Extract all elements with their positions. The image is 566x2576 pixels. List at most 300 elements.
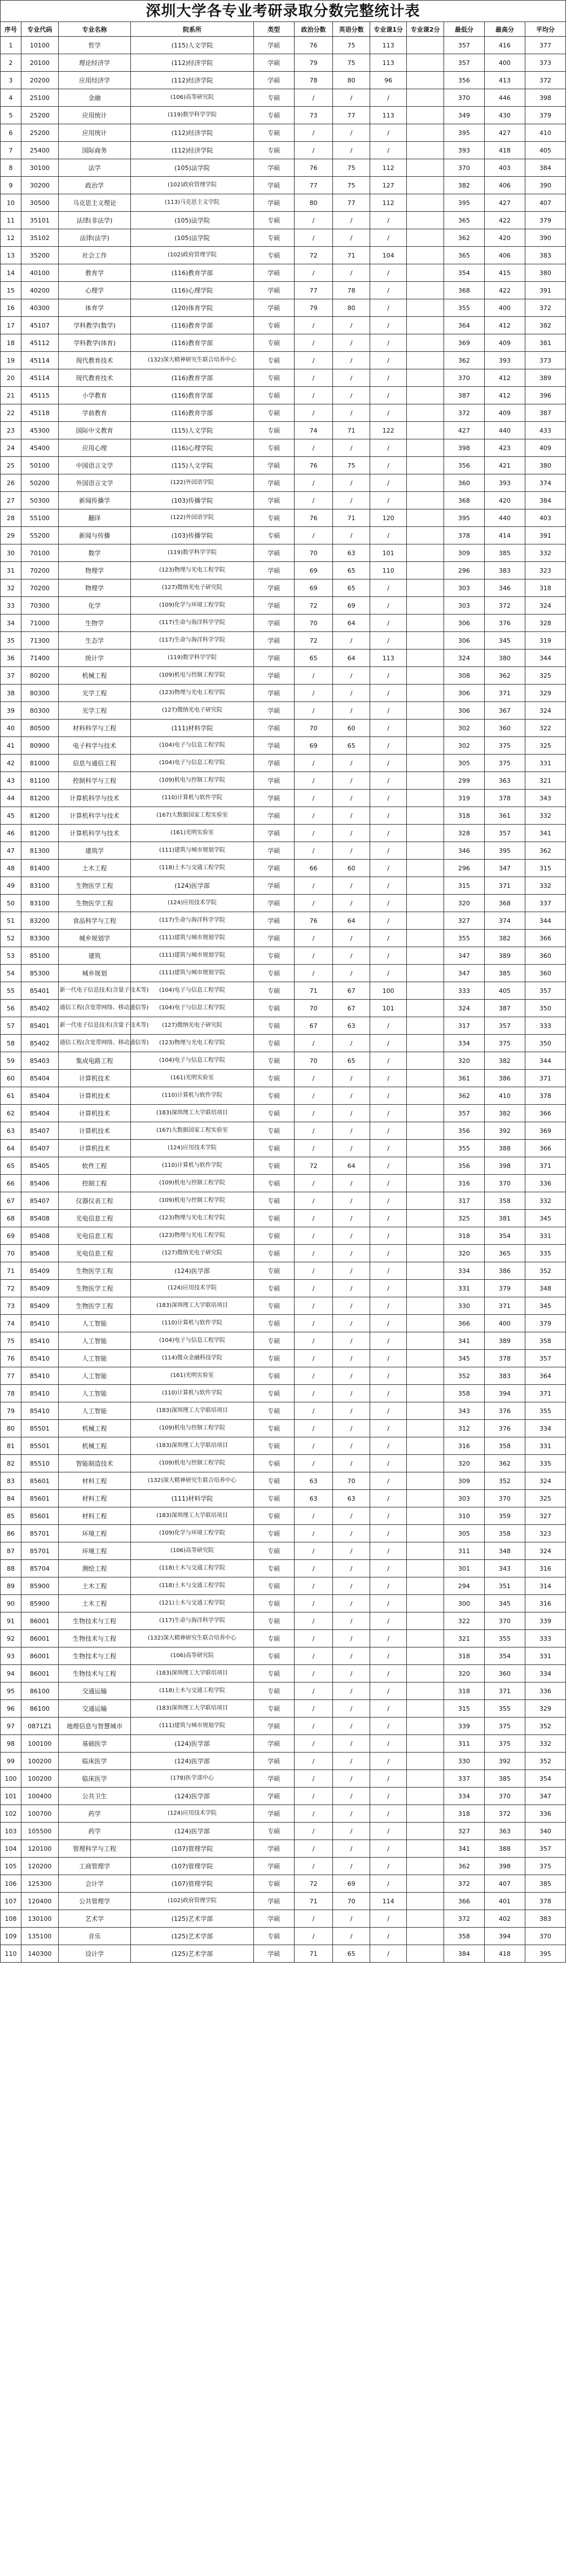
col-avg-cell: 335 [525,1245,565,1262]
col-school-cell: (109)机电与控制工程学院 [131,667,253,685]
col-type-cell: 专硕 [253,1577,294,1595]
col-type-cell: 专硕 [253,1665,294,1683]
col-major-cell: 管理科学与工程 [58,1840,131,1858]
col-min-cell: 334 [444,1262,484,1280]
col-course2-cell [407,1577,444,1595]
col-course2-cell [407,1455,444,1472]
col-major-cell: 学科教学(数学) [58,317,131,334]
table-row [1,1647,566,1665]
col-max-cell: 385 [484,965,525,982]
col-avg-cell: 380 [525,264,565,282]
col-avg-cell: 341 [525,825,565,842]
col-code-cell: 86100 [21,1700,58,1718]
table-row [1,1385,566,1402]
col-code-cell: 50200 [21,474,58,492]
col-course1-cell: / [370,685,406,702]
col-course2-cell [407,807,444,825]
col-major-cell: 计算机科学与技术 [58,807,131,825]
col-politics-cell: / [294,1210,333,1227]
col-english-cell: / [333,1595,370,1612]
col-politics-cell: / [294,667,333,685]
col-english-cell: / [333,1437,370,1455]
col-major-cell: 测绘工程 [58,1560,131,1577]
col-english-cell: 71 [333,422,370,439]
col-course1-cell: / [370,1052,406,1070]
col-major-cell: 人工智能 [58,1350,131,1367]
col-max-cell: 409 [484,404,525,422]
col-course2-cell [407,1507,444,1525]
col-major-cell: 心理学 [58,282,131,299]
col-politics-cell: 67 [294,1017,333,1035]
col-min-cell: 352 [444,1367,484,1385]
table-row [1,1070,566,1087]
col-major-cell: 人工智能 [58,1315,131,1332]
col-course1-cell: / [370,1542,406,1560]
col-english-cell: / [333,1192,370,1210]
col-avg-cell: 325 [525,667,565,685]
col-english-cell: / [333,527,370,544]
table-row [1,1122,566,1140]
col-school-cell: (125)艺术学部 [131,1910,253,1928]
col-english-cell: / [333,1297,370,1315]
col-avg-cell: 384 [525,159,565,177]
col-code-cell: 81000 [21,755,58,772]
col-code-cell: 80200 [21,667,58,685]
col-english-cell: 64 [333,614,370,632]
col-code-cell: 55100 [21,509,58,527]
col-avg-cell: 378 [525,1087,565,1105]
col-english-cell: 75 [333,54,370,72]
col-type-cell: 学硕 [253,579,294,597]
col-max-cell: 357 [484,1017,525,1035]
col-course2-cell [407,982,444,1000]
col-course2-cell [407,1017,444,1035]
col-school-cell: (107)管理学院 [131,1840,253,1858]
col-min-cell: 382 [444,177,484,194]
col-course1-cell: / [370,1070,406,1087]
col-major-cell: 现代教育技术 [58,369,131,387]
table-row [1,562,566,579]
col-politics-cell: 76 [294,457,333,474]
col-english-cell: / [333,1612,370,1630]
col-min-cell: 372 [444,1875,484,1893]
col-avg-cell: 316 [525,1595,565,1612]
col-school-cell: (116)教育学部 [131,387,253,404]
col-major-cell: 光电信息工程 [58,1245,131,1262]
col-politics-cell: / [294,1280,333,1297]
col-major-cell: 会计学 [58,1875,131,1893]
col-course1-cell: 122 [370,422,406,439]
col-index-cell: 57 [1,1017,21,1035]
col-index-cell: 55 [1,982,21,1000]
col-major-cell: 生物医学工程 [58,1280,131,1297]
col-english-cell: 63 [333,1490,370,1507]
col-avg-cell: 319 [525,632,565,650]
col-type-cell: 学硕 [253,895,294,912]
col-avg-cell: 370 [525,1928,565,1945]
col-avg-cell: 352 [525,1718,565,1735]
col-avg-cell: 332 [525,1192,565,1210]
col-type-cell: 专硕 [253,1683,294,1700]
col-max-cell: 354 [484,1227,525,1245]
col-course2-cell [407,247,444,264]
col-index-cell: 98 [1,1735,21,1753]
col-max-cell: 371 [484,1297,525,1315]
col-course2-cell [407,282,444,299]
col-max-cell: 371 [484,877,525,895]
col-index-cell: 85 [1,1507,21,1525]
col-index-cell: 109 [1,1928,21,1945]
col-code-cell: 20100 [21,54,58,72]
col-course2-cell [407,772,444,790]
col-min-cell: 311 [444,1735,484,1753]
col-school-cell: (109)化学与环境工程学院 [131,597,253,614]
col-min-cell: 357 [444,54,484,72]
col-major-cell: 翻译 [58,509,131,527]
col-min-cell: 362 [444,1858,484,1875]
col-max-cell: 386 [484,1070,525,1087]
col-english-cell: / [333,1262,370,1280]
col-code-cell: 85601 [21,1472,58,1490]
col-english-cell: 78 [333,282,370,299]
col-type-cell: 专硕 [253,1647,294,1665]
col-type-cell: 专硕 [253,1052,294,1070]
col-avg-cell: 336 [525,1683,565,1700]
col-min-cell: 317 [444,1192,484,1210]
col-major-cell: 统计学 [58,650,131,667]
col-type-cell: 学硕 [253,842,294,860]
col-politics-cell: / [294,1420,333,1437]
col-code-cell: 81300 [21,842,58,860]
col-course1-cell: / [370,860,406,877]
col-major-cell: 新闻传播学 [58,492,131,509]
col-politics-cell: / [294,807,333,825]
table-row [1,912,566,930]
col-avg-cell: 383 [525,247,565,264]
col-school-cell: (116)心理学院 [131,282,253,299]
col-type-cell: 专硕 [253,1280,294,1297]
col-english-cell: / [333,1420,370,1437]
table-row [1,229,566,247]
col-type-cell: 专硕 [253,89,294,107]
col-min-cell: 384 [444,1945,484,1963]
col-english-cell: / [333,1735,370,1753]
col-index-cell: 56 [1,1000,21,1017]
col-min-cell: 337 [444,1770,484,1788]
col-type-cell: 专硕 [253,1455,294,1472]
col-code-cell: 20200 [21,72,58,89]
col-type-cell: 学硕 [253,1753,294,1770]
table-row [1,755,566,772]
col-type-cell: 专硕 [253,1210,294,1227]
col-min-cell: 310 [444,1507,484,1525]
col-course2-cell [407,720,444,737]
col-min-cell: 318 [444,1227,484,1245]
col-max-cell: 347 [484,860,525,877]
col-course2-cell [407,1542,444,1560]
col-index-cell: 47 [1,842,21,860]
col-code-cell: 85407 [21,1140,58,1157]
col-avg-cell: 371 [525,1157,565,1175]
col-index-cell: 6 [1,124,21,142]
col-index-cell: 62 [1,1105,21,1122]
col-politics-cell: / [294,264,333,282]
col-index-cell: 90 [1,1595,21,1612]
col-course2-cell [407,597,444,614]
col-major-cell: 生物医学工程 [58,1297,131,1315]
col-course1-header: 专业课1分 [370,22,406,37]
col-code-cell: 100200 [21,1753,58,1770]
score-table [0,21,566,1963]
col-politics-cell: 78 [294,72,333,89]
col-politics-cell: / [294,229,333,247]
col-school-cell: (127)微纳光电子研究院 [131,1017,253,1035]
col-school-cell: (183)深圳理工大学联培项目 [131,1507,253,1525]
col-major-cell: 人工智能 [58,1367,131,1385]
col-index-cell: 25 [1,457,21,474]
col-politics-cell: 69 [294,562,333,579]
table-row [1,860,566,877]
col-type-cell: 专硕 [253,404,294,422]
col-politics-cell: / [294,492,333,509]
col-avg-cell: 358 [525,1332,565,1350]
col-type-cell: 学硕 [253,37,294,54]
col-major-cell: 政治学 [58,177,131,194]
col-course1-cell: / [370,877,406,895]
col-max-cell: 375 [484,1718,525,1735]
col-major-cell: 临床医学 [58,1753,131,1770]
col-code-cell: 85704 [21,1560,58,1577]
col-course2-cell [407,1122,444,1140]
table-row [1,1542,566,1560]
col-major-cell: 外国语言文学 [58,474,131,492]
col-major-cell: 计算机技术 [58,1122,131,1140]
col-course1-cell: 110 [370,562,406,579]
col-major-cell: 新一代电子信息技术(含量子技术等) [58,982,131,1000]
col-index-cell: 21 [1,387,21,404]
col-school-cell: (111)建筑与城市规划学院 [131,842,253,860]
col-max-cell: 346 [484,579,525,597]
col-type-cell: 学硕 [253,702,294,720]
col-course2-cell [407,1910,444,1928]
col-english-cell: 75 [333,159,370,177]
col-type-cell: 专硕 [253,1560,294,1577]
col-index-cell: 45 [1,807,21,825]
col-max-cell: 376 [484,1402,525,1420]
col-code-cell: 100100 [21,1735,58,1753]
col-index-cell: 12 [1,229,21,247]
col-index-cell: 23 [1,422,21,439]
col-politics-cell: / [294,947,333,965]
col-school-cell: (111)建筑与城市规划学院 [131,930,253,947]
table-row [1,72,566,89]
col-major-cell: 计算机技术 [58,1105,131,1122]
col-politics-cell: / [294,474,333,492]
col-type-cell: 专硕 [253,1823,294,1840]
col-school-cell: (106)高等研究院 [131,89,253,107]
col-code-cell: 85510 [21,1455,58,1472]
col-school-cell: (125)艺术学部 [131,1928,253,1945]
col-max-cell: 392 [484,1753,525,1770]
col-avg-cell: 389 [525,369,565,387]
col-politics-cell: / [294,702,333,720]
col-major-cell: 新闻与传播 [58,527,131,544]
col-english-cell: / [333,124,370,142]
col-school-cell: (123)物理与光电工程学院 [131,562,253,579]
col-avg-cell: 364 [525,1367,565,1385]
col-school-cell: (161)光明实验室 [131,825,253,842]
col-min-cell: 362 [444,352,484,369]
col-type-cell: 学硕 [253,912,294,930]
col-code-cell: 40300 [21,299,58,317]
col-type-cell: 专硕 [253,317,294,334]
col-course1-cell: / [370,667,406,685]
col-politics-cell: 65 [294,650,333,667]
col-type-cell: 专硕 [253,1630,294,1647]
col-index-cell: 31 [1,562,21,579]
col-english-cell: / [333,930,370,947]
col-course2-cell [407,860,444,877]
col-max-cell: 368 [484,895,525,912]
table-row [1,282,566,299]
col-course2-cell [407,299,444,317]
col-course2-cell [407,1718,444,1735]
col-course2-cell [407,1297,444,1315]
table-row [1,1560,566,1577]
col-course2-cell [407,89,444,107]
col-politics-cell: / [294,1612,333,1630]
col-school-cell: (124)应用技术学院 [131,1280,253,1297]
table-row [1,37,566,54]
col-course2-cell [407,1280,444,1297]
col-course1-cell: / [370,457,406,474]
col-max-cell: 379 [484,1280,525,1297]
col-code-cell: 35102 [21,229,58,247]
col-code-cell: 85601 [21,1507,58,1525]
col-max-cell: 363 [484,772,525,790]
col-type-cell: 专硕 [253,1612,294,1630]
header-row [1,22,566,37]
col-course1-cell: / [370,264,406,282]
col-max-cell: 365 [484,1245,525,1262]
col-max-cell: 376 [484,1420,525,1437]
col-max-cell: 412 [484,369,525,387]
col-school-cell: (104)电子与信息工程学院 [131,1052,253,1070]
col-politics-cell: 72 [294,1875,333,1893]
col-min-cell: 365 [444,212,484,229]
col-politics-cell: 63 [294,1472,333,1490]
col-min-cell: 356 [444,1122,484,1140]
col-major-cell: 交通运输 [58,1700,131,1718]
col-avg-cell: 350 [525,1035,565,1052]
col-english-cell: / [333,790,370,807]
col-type-cell: 学硕 [253,772,294,790]
col-code-cell: 85409 [21,1297,58,1315]
col-english-cell: / [333,1385,370,1402]
col-english-cell: 65 [333,562,370,579]
col-school-cell: (110)计算机与软件学院 [131,1087,253,1105]
col-avg-cell: 324 [525,1542,565,1560]
col-min-cell: 294 [444,1577,484,1595]
table-row [1,877,566,895]
col-major-cell: 信息与通信工程 [58,755,131,772]
col-major-cell: 应用心理 [58,439,131,457]
col-english-cell: / [333,1140,370,1157]
col-school-cell: (110)计算机与软件学院 [131,1385,253,1402]
col-code-cell: 85410 [21,1332,58,1350]
col-course1-cell: / [370,1718,406,1735]
col-max-cell: 414 [484,527,525,544]
col-max-cell: 383 [484,562,525,579]
col-min-cell: 356 [444,72,484,89]
col-school-cell: (103)传播学院 [131,527,253,544]
col-min-cell: 347 [444,965,484,982]
col-english-cell: 67 [333,1000,370,1017]
col-course1-cell: / [370,282,406,299]
table-row [1,1875,566,1893]
col-course1-cell: / [370,1858,406,1875]
col-avg-cell: 409 [525,439,565,457]
col-course2-cell [407,1367,444,1385]
col-course1-cell: / [370,912,406,930]
col-course2-cell [407,737,444,755]
col-type-cell: 学硕 [253,562,294,579]
col-code-cell: 85405 [21,1157,58,1175]
col-index-cell: 99 [1,1753,21,1770]
col-course2-cell [407,1805,444,1823]
col-min-cell: 398 [444,439,484,457]
col-min-cell: 357 [444,37,484,54]
col-code-cell: 81100 [21,772,58,790]
col-min-cell: 366 [444,1315,484,1332]
col-course1-cell: / [370,474,406,492]
col-course1-cell: / [370,579,406,597]
col-min-cell: 365 [444,247,484,264]
col-avg-cell: 347 [525,1788,565,1805]
col-index-cell: 70 [1,1245,21,1262]
table-row [1,1315,566,1332]
col-max-cell: 418 [484,142,525,159]
table-row [1,772,566,790]
col-type-cell: 专硕 [253,1035,294,1052]
col-school-cell: (120)体育学院 [131,299,253,317]
col-index-cell: 88 [1,1560,21,1577]
col-major-cell: 应用经济学 [58,72,131,89]
col-course1-cell: / [370,930,406,947]
col-english-cell: 69 [333,1875,370,1893]
col-max-cell: 427 [484,194,525,212]
col-course1-cell: 104 [370,247,406,264]
col-politics-cell: / [294,1665,333,1683]
col-avg-cell: 321 [525,772,565,790]
col-major-cell: 数学 [58,544,131,562]
col-type-cell: 专硕 [253,527,294,544]
table-row [1,1035,566,1052]
col-max-cell: 360 [484,720,525,737]
col-english-cell: / [333,1858,370,1875]
col-max-cell: 389 [484,1332,525,1350]
col-english-cell: / [333,947,370,965]
col-max-cell: 387 [484,1000,525,1017]
col-course1-cell: / [370,1595,406,1612]
col-max-cell: 367 [484,702,525,720]
col-code-cell: 35101 [21,212,58,229]
col-course2-cell [407,1262,444,1280]
col-course1-cell: / [370,492,406,509]
col-max-cell: 440 [484,509,525,527]
col-index-cell: 48 [1,860,21,877]
col-school-cell: (183)深圳理工大学联培项目 [131,1437,253,1455]
